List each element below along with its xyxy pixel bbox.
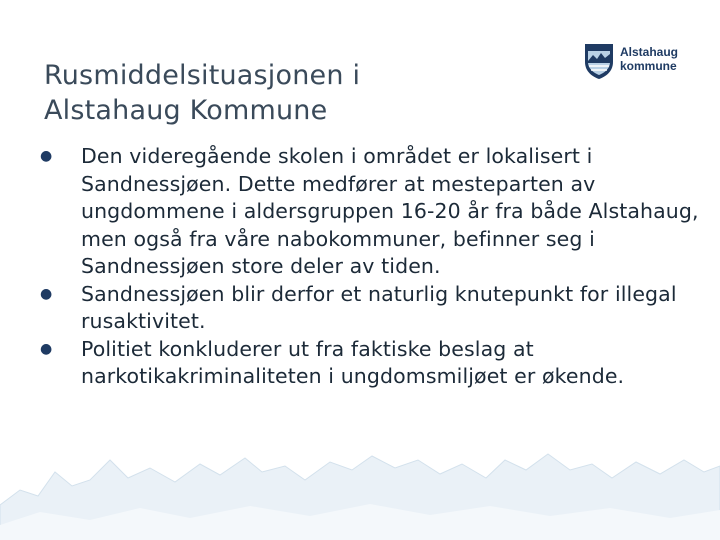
bullet-item-3 bbox=[40, 336, 700, 391]
bullet-dot-icon: ● bbox=[40, 340, 53, 357]
bullet-text-3: Politiet konkluderer ut fra faktiske beslag at narkotikakriminaliteten i ungdomsmiljøet er økende. bbox=[81, 336, 625, 388]
slide-title bbox=[44, 58, 544, 128]
bullet-item-2 bbox=[40, 281, 700, 336]
coat-of-arms-shield-icon bbox=[583, 42, 615, 80]
bullet-item-1 bbox=[40, 143, 700, 281]
logo-name-line1: Alstahaug bbox=[620, 45, 679, 59]
slide-title-line-1: Rusmiddelsituasjonen i bbox=[44, 60, 361, 91]
bullet-text-1: Den videregående skolen i området er lokalisert i Sandnessjøen. Dette medfører at mesteparten av ungdommene i aldersgruppen 16-20 år fra både Alstahaug, men også fra våre nabokommuner, befinner seg i Sandnessjøen store deler av tiden. bbox=[81, 144, 699, 278]
mountain-silhouette-decoration bbox=[0, 420, 720, 540]
bullet-dot-icon: ● bbox=[40, 148, 53, 164]
slide-title-line-2: Alstahaug Kommune bbox=[44, 95, 328, 126]
bullet-dot-icon: ● bbox=[40, 285, 53, 302]
bullet-text-2: Sandnessjøen blir derfor et naturlig knutepunkt for illegal rusaktivitet. bbox=[81, 281, 677, 333]
alstahaug-kommune-logo bbox=[580, 40, 700, 84]
logo-wordmark bbox=[620, 45, 678, 73]
bullet-list bbox=[40, 143, 700, 391]
logo-name-line2: kommune bbox=[620, 59, 677, 73]
